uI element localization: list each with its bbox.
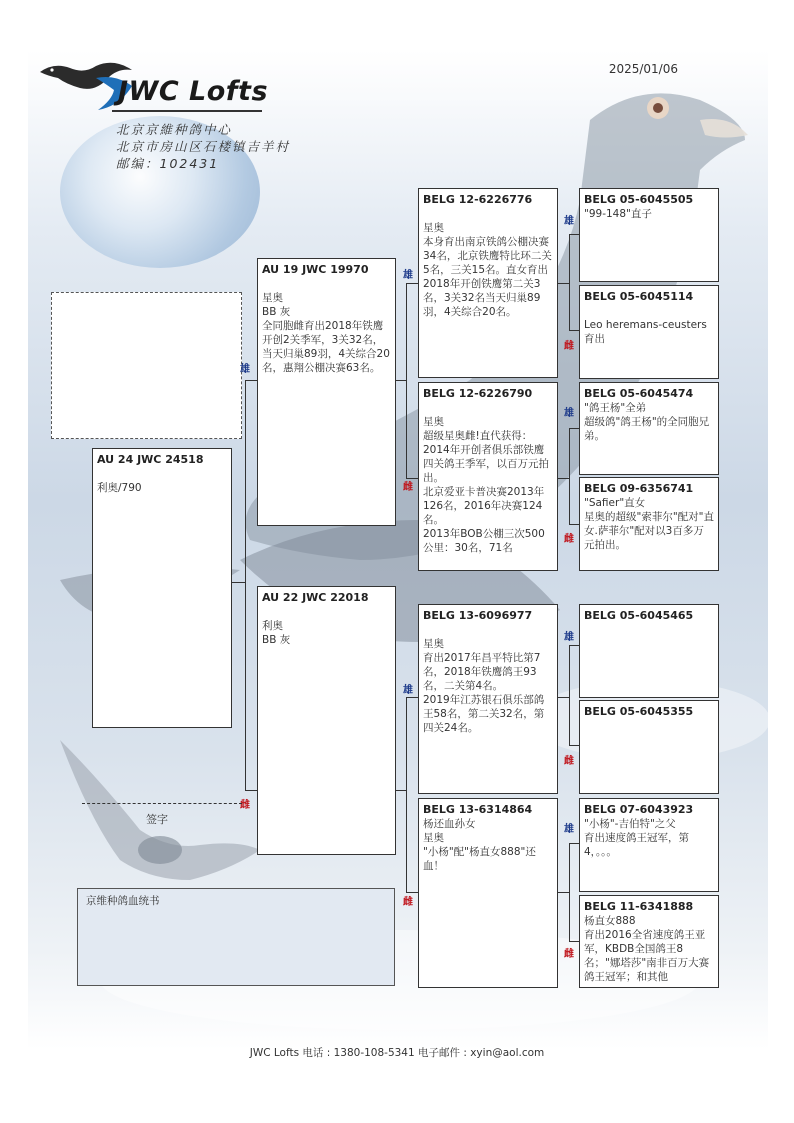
dam-card bbox=[257, 586, 396, 855]
great-grandparent-card bbox=[579, 188, 719, 282]
ring-number: AU 19 JWC 19970 bbox=[262, 263, 369, 276]
pigeon-description: 杨直女888 育出2016全省速度鸽王亚军，KBDB全国鸽王8名；"娜塔莎"南非百万大赛鸽王冠军；和其他 bbox=[584, 915, 710, 983]
pigeon-description: "99-148"直子 bbox=[584, 208, 652, 220]
pigeon-description: 星奥 BB 灰 全同胞雌育出2018年铁鹰开创2关季军，3关32名，当天归巢89羽，4关综合20名，惠翔公棚决赛63名。 bbox=[262, 292, 390, 374]
signature-label: 签字 bbox=[146, 813, 168, 826]
pigeon-description: 利奥/790 bbox=[97, 482, 142, 494]
connector bbox=[396, 380, 406, 381]
connector bbox=[569, 843, 579, 844]
brand-title: JWC Lofts bbox=[118, 76, 269, 107]
pigeon-description: 利奥 BB 灰 bbox=[262, 620, 291, 646]
ring-number: BELG 05-6045355 bbox=[584, 705, 694, 718]
subject-card bbox=[92, 448, 232, 728]
footer-contact: JWC Lofts 电话 : 1380-108-5341 电子邮件 : xyin@aol.com bbox=[249, 1047, 545, 1059]
ring-number: BELG 11-6341888 bbox=[584, 900, 694, 913]
connector bbox=[569, 745, 579, 746]
female-marker: 雌 bbox=[564, 756, 574, 767]
granddam-maternal-card bbox=[418, 798, 558, 988]
great-grandparent-card bbox=[579, 382, 719, 475]
female-marker: 雌 bbox=[240, 800, 250, 811]
connector bbox=[569, 645, 570, 745]
male-marker: 雄 bbox=[403, 685, 413, 696]
brand-underline bbox=[112, 110, 262, 112]
ring-number: BELG 05-6045114 bbox=[584, 290, 694, 303]
connector bbox=[245, 380, 246, 790]
ring-number: BELG 13-6314864 bbox=[423, 803, 533, 816]
certificate-title: 京维种鸽血统书 bbox=[86, 895, 160, 907]
ring-number: BELG 07-6043923 bbox=[584, 803, 694, 816]
male-marker: 雄 bbox=[564, 216, 574, 227]
ring-number: BELG 05-6045474 bbox=[584, 387, 694, 400]
ring-number: AU 22 JWC 22018 bbox=[262, 591, 369, 604]
ring-number: BELG 13-6096977 bbox=[423, 609, 533, 622]
male-marker: 雄 bbox=[564, 632, 574, 643]
female-marker: 雌 bbox=[564, 341, 574, 352]
female-marker: 雌 bbox=[564, 949, 574, 960]
connector bbox=[557, 697, 569, 698]
great-grandparent-card bbox=[579, 700, 719, 794]
connector bbox=[406, 697, 407, 892]
great-grandparent-card bbox=[579, 604, 719, 698]
connector bbox=[406, 283, 407, 478]
connector bbox=[557, 478, 569, 479]
connector bbox=[396, 790, 406, 791]
ring-number: BELG 05-6045505 bbox=[584, 193, 694, 206]
connector bbox=[569, 428, 570, 524]
female-marker: 雌 bbox=[403, 897, 413, 908]
grandsire-maternal-card bbox=[418, 604, 558, 794]
connector bbox=[231, 582, 245, 583]
connector bbox=[569, 645, 579, 646]
pigeon-description: Leo heremans-ceusters 育出 bbox=[584, 319, 707, 345]
connector bbox=[569, 428, 579, 429]
pigeon-description: 星奥 超级星奥雌!直代获得：2014年开创者俱乐部铁鹰四关鸽王季军，以百万元拍出。 北京爱亚卡普决赛2013年126名，2016年决赛124名。 2013年BOB公棚三次500公里：30名，71名 bbox=[423, 416, 549, 554]
connector bbox=[245, 790, 257, 791]
connector bbox=[569, 234, 579, 235]
male-marker: 雄 bbox=[403, 270, 413, 281]
ring-number: BELG 12-6226790 bbox=[423, 387, 533, 400]
ring-number: BELG 09-6356741 bbox=[584, 482, 694, 495]
connector bbox=[569, 234, 570, 330]
male-marker: 雄 bbox=[564, 408, 574, 419]
male-marker: 雄 bbox=[240, 364, 250, 375]
connector bbox=[569, 843, 570, 941]
certificate-box bbox=[77, 888, 395, 986]
pigeon-description: "Safier"直女 星奥的超级"索菲尔"配对"直女.萨菲尔"配对以3百多万元拍出。 bbox=[584, 497, 714, 551]
connector bbox=[406, 283, 418, 284]
pigeon-description: 杨还血孙女 星奥 "小杨"配"杨直女888"还血！ bbox=[423, 818, 536, 872]
granddam-paternal-card bbox=[418, 382, 558, 571]
connector bbox=[557, 892, 569, 893]
connector bbox=[406, 697, 418, 698]
address-line-1: 北京京維种鸽中心 bbox=[116, 122, 233, 137]
connector bbox=[569, 941, 579, 942]
pigeon-description: "小杨"-吉伯特"之父 育出速度鸽王冠军，第4，。。。 bbox=[584, 818, 689, 858]
female-marker: 雌 bbox=[564, 534, 574, 545]
pigeon-description: 星奥 育出2017年昌平特比第7名，2018年铁鹰鸽王93名，二关第4名。 2019年江苏银石俱乐部鸽王58名，第二关32名，第四关24名。 bbox=[423, 638, 545, 734]
ring-number: BELG 12-6226776 bbox=[423, 193, 533, 206]
great-grandparent-card bbox=[579, 285, 719, 379]
grandsire-paternal-card bbox=[418, 188, 558, 378]
great-grandparent-card bbox=[579, 798, 719, 892]
connector bbox=[569, 524, 579, 525]
ring-number: AU 24 JWC 24518 bbox=[97, 453, 204, 466]
great-grandparent-card bbox=[579, 477, 719, 571]
male-marker: 雄 bbox=[564, 824, 574, 835]
female-marker: 雌 bbox=[403, 482, 413, 493]
connector bbox=[245, 380, 257, 381]
pigeon-description: "鸽王杨"全弟 超级鸽"鸽王杨"的全同胞兄弟。 bbox=[584, 402, 710, 442]
connector bbox=[557, 283, 569, 284]
photo-placeholder bbox=[51, 292, 242, 439]
great-grandparent-card bbox=[579, 895, 719, 988]
connector bbox=[569, 330, 579, 331]
signature-line bbox=[82, 803, 242, 804]
address-line-3: 邮编：102431 bbox=[116, 156, 220, 171]
address-line-2: 北京市房山区石楼镇吉羊村 bbox=[116, 139, 291, 154]
pigeon-description: 星奥 本身育出南京铁鸽公棚决赛34名，北京铁鹰特比环二关5名，三关15名。直女育出2018年开创铁鹰第二关3名，3关32名当天归巢89羽，4关综合20名。 bbox=[423, 222, 552, 318]
document-date: 2025/01/06 bbox=[608, 62, 678, 76]
ring-number: BELG 05-6045465 bbox=[584, 609, 694, 622]
sire-card bbox=[257, 258, 396, 526]
